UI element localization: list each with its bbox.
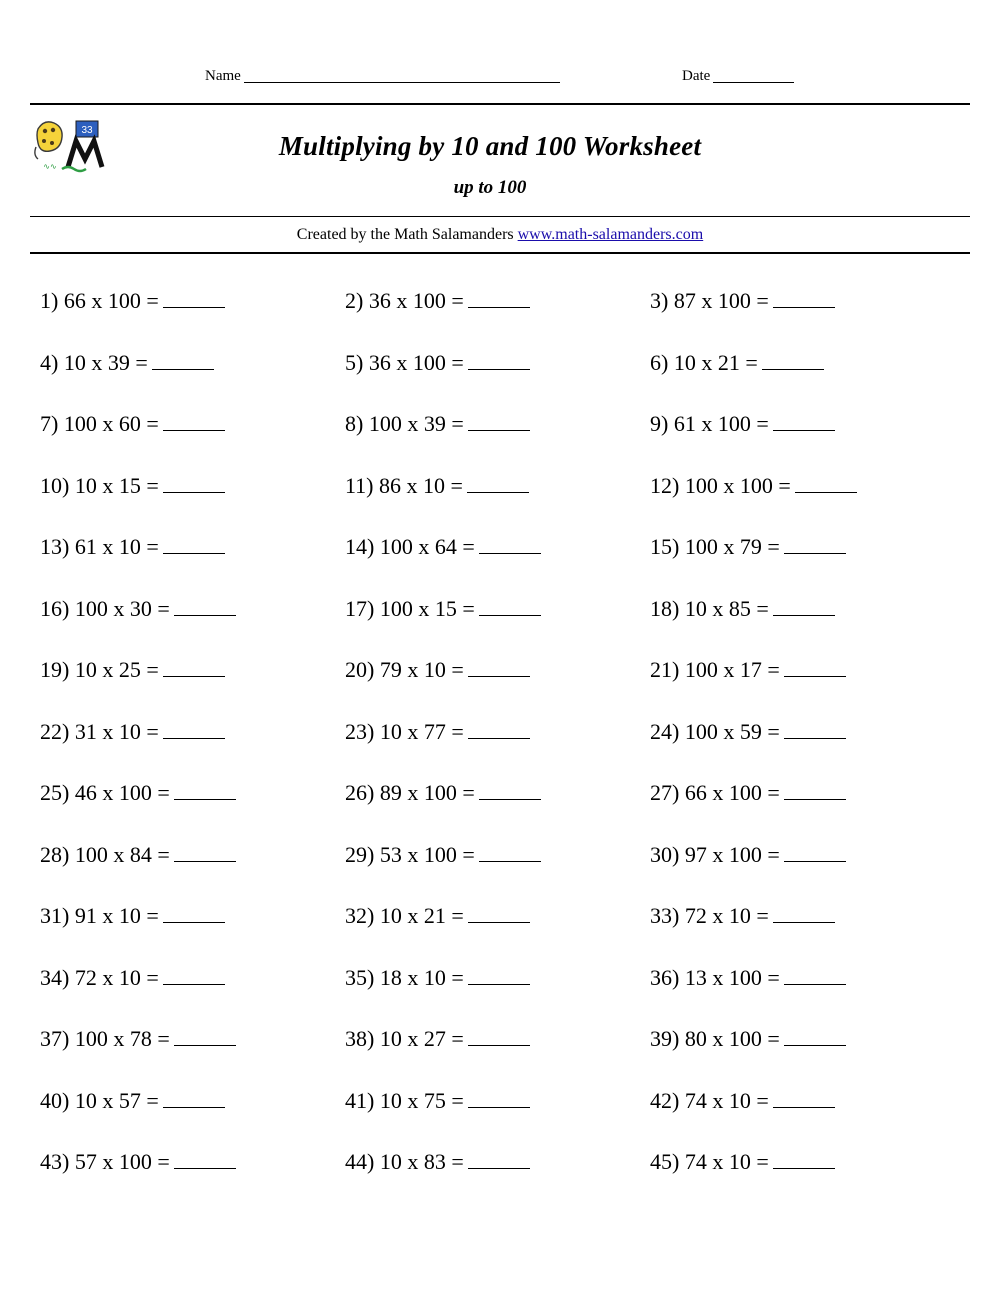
question-number: 35) [345, 964, 375, 990]
question-number: 28) [40, 841, 70, 867]
question-number: 27) [650, 780, 680, 805]
question-number: 16) [40, 595, 70, 621]
question-item [345, 782, 650, 804]
answer-blank[interactable] [163, 478, 225, 493]
question-row [40, 905, 960, 967]
answer-blank[interactable] [784, 785, 846, 800]
answer-blank[interactable] [468, 355, 530, 370]
question-expression: 79 x 10 = [379, 657, 464, 682]
question-row [40, 472, 960, 537]
divider-bottom [30, 252, 970, 254]
answer-blank[interactable] [773, 293, 835, 308]
question-item [40, 905, 345, 927]
answer-blank[interactable] [163, 724, 225, 739]
question-number: 43) [40, 1149, 70, 1174]
question-item [40, 964, 345, 990]
answer-blank[interactable] [784, 724, 846, 739]
question-expression: 13 x 100 = [684, 964, 780, 990]
question-number: 4) [40, 349, 59, 375]
question-expression: 10 x 39 = [63, 349, 148, 375]
question-row [40, 841, 960, 906]
question-number: 29) [345, 841, 375, 867]
question-number: 1) [40, 288, 59, 313]
question-expression: 10 x 21 = [379, 903, 464, 928]
question-expression: 10 x 57 = [74, 1087, 159, 1113]
credit-text: Created by the Math Salamanders [296, 226, 518, 243]
question-item [345, 964, 650, 990]
question-number: 24) [650, 718, 680, 744]
answer-blank[interactable] [773, 1154, 835, 1169]
question-row [40, 1151, 960, 1213]
question-expression: 100 x 17 = [684, 657, 780, 682]
question-number: 44) [345, 1149, 375, 1174]
question-item [650, 905, 960, 927]
answer-blank[interactable] [479, 539, 541, 554]
credit-link[interactable]: www.math-salamanders.com [517, 226, 704, 243]
question-expression: 46 x 100 = [74, 780, 170, 805]
question-expression: 100 x 30 = [74, 595, 170, 621]
question-item [650, 536, 960, 558]
answer-blank[interactable] [479, 785, 541, 800]
answer-blank[interactable] [784, 970, 846, 985]
question-item [650, 659, 960, 681]
question-expression: 97 x 100 = [684, 841, 780, 867]
question-expression: 100 x 59 = [684, 718, 780, 744]
question-expression: 18 x 10 = [379, 964, 464, 990]
question-number: 5) [345, 349, 364, 375]
page-title: Multiplying by 10 and 100 Worksheet [278, 131, 702, 161]
name-date-row [0, 62, 1000, 90]
question-item [345, 659, 650, 681]
answer-blank[interactable] [163, 416, 225, 431]
answer-blank[interactable] [784, 662, 846, 677]
question-item [40, 349, 345, 375]
question-row [40, 1087, 960, 1152]
question-number: 32) [345, 903, 375, 928]
question-item [650, 964, 960, 990]
question-number: 26) [345, 780, 375, 805]
math-salamanders-logo [32, 117, 110, 173]
question-row [40, 536, 960, 598]
question-item [40, 290, 345, 312]
answer-blank[interactable] [174, 1154, 236, 1169]
answer-blank[interactable] [784, 539, 846, 554]
question-item [40, 782, 345, 804]
question-number: 39) [650, 1026, 680, 1051]
question-number: 6) [650, 349, 669, 375]
question-expression: 61 x 10 = [74, 534, 159, 559]
answer-blank[interactable] [784, 1031, 846, 1046]
question-expression: 100 x 100 = [684, 472, 791, 498]
question-expression: 36 x 100 = [368, 288, 464, 313]
answer-blank[interactable] [174, 601, 236, 616]
answer-blank[interactable] [773, 1093, 835, 1108]
question-number: 9) [650, 411, 669, 436]
date-label: Date [682, 68, 711, 84]
question-number: 36) [650, 964, 680, 990]
question-item [650, 782, 960, 804]
answer-blank[interactable] [163, 908, 225, 923]
answer-blank[interactable] [773, 908, 835, 923]
question-item [40, 1151, 345, 1173]
question-item [40, 472, 345, 498]
question-expression: 100 x 64 = [379, 534, 475, 559]
question-expression: 66 x 100 = [684, 780, 780, 805]
question-number: 7) [40, 411, 59, 436]
question-item [345, 1087, 650, 1113]
question-item [345, 595, 650, 621]
question-item [345, 349, 650, 375]
question-row [40, 964, 960, 1029]
question-expression: 100 x 78 = [74, 1026, 170, 1051]
answer-blank[interactable] [773, 601, 835, 616]
question-number: 8) [345, 411, 364, 436]
question-expression: 10 x 27 = [379, 1026, 464, 1051]
answer-blank[interactable] [163, 293, 225, 308]
question-number: 41) [345, 1087, 375, 1113]
question-expression: 10 x 21 = [673, 349, 758, 375]
question-item [345, 472, 650, 498]
answer-blank[interactable] [773, 416, 835, 431]
answer-blank[interactable] [479, 847, 541, 862]
question-item [650, 1028, 960, 1050]
question-item [40, 536, 345, 558]
question-number: 34) [40, 964, 70, 990]
question-expression: 100 x 60 = [63, 411, 159, 436]
question-number: 18) [650, 595, 680, 621]
question-item [40, 413, 345, 435]
question-item [345, 290, 650, 312]
question-row [40, 659, 960, 721]
answer-blank[interactable] [468, 416, 530, 431]
question-expression: 80 x 100 = [684, 1026, 780, 1051]
divider-middle [30, 216, 970, 217]
answer-blank[interactable] [479, 601, 541, 616]
question-expression: 10 x 25 = [74, 657, 159, 682]
question-number: 33) [650, 903, 680, 928]
answer-blank[interactable] [468, 1031, 530, 1046]
question-item [40, 1028, 345, 1050]
question-item [345, 1151, 650, 1173]
question-expression: 100 x 79 = [684, 534, 780, 559]
answer-blank[interactable] [467, 478, 529, 493]
question-row [40, 782, 960, 844]
answer-blank[interactable] [174, 847, 236, 862]
question-number: 30) [650, 841, 680, 867]
question-item [650, 413, 960, 435]
question-expression: 74 x 10 = [684, 1149, 769, 1174]
question-item [345, 905, 650, 927]
answer-blank[interactable] [468, 1093, 530, 1108]
question-number: 3) [650, 288, 669, 313]
answer-blank[interactable] [468, 970, 530, 985]
question-number: 42) [650, 1087, 680, 1113]
question-expression: 87 x 100 = [673, 288, 769, 313]
answer-blank[interactable] [152, 355, 214, 370]
name-input-line[interactable] [244, 82, 560, 83]
question-number: 31) [40, 903, 70, 928]
question-row [40, 290, 960, 352]
question-item [345, 536, 650, 558]
credit-line [0, 226, 1000, 244]
question-expression: 91 x 10 = [74, 903, 159, 928]
question-row [40, 349, 960, 414]
answer-blank[interactable] [468, 724, 530, 739]
question-expression: 86 x 10 = [379, 472, 463, 498]
question-item [650, 1087, 960, 1113]
question-expression: 100 x 39 = [368, 411, 464, 436]
answer-blank[interactable] [468, 1154, 530, 1169]
answer-blank[interactable] [795, 478, 857, 493]
question-expression: 10 x 75 = [379, 1087, 464, 1113]
question-number: 17) [345, 595, 375, 621]
question-expression: 72 x 10 = [684, 903, 769, 928]
questions-grid [40, 290, 960, 1213]
question-expression: 10 x 83 = [379, 1149, 464, 1174]
question-number: 23) [345, 718, 375, 744]
question-item [345, 413, 650, 435]
page-subtitle: up to 100 [453, 177, 527, 198]
answer-blank[interactable] [468, 293, 530, 308]
question-item [345, 718, 650, 744]
question-expression: 100 x 15 = [379, 595, 475, 621]
question-number: 40) [40, 1087, 70, 1113]
question-item [40, 1087, 345, 1113]
question-item [40, 595, 345, 621]
question-item [650, 718, 960, 744]
answer-blank[interactable] [163, 970, 225, 985]
answer-blank[interactable] [163, 1093, 225, 1108]
question-number: 20) [345, 657, 375, 682]
question-item [345, 841, 650, 867]
answer-blank[interactable] [762, 355, 824, 370]
question-expression: 53 x 100 = [379, 841, 475, 867]
question-expression: 36 x 100 = [368, 349, 464, 375]
question-number: 19) [40, 657, 70, 682]
answer-blank[interactable] [163, 662, 225, 677]
question-number: 25) [40, 780, 70, 805]
answer-blank[interactable] [174, 785, 236, 800]
question-item [650, 349, 960, 375]
question-number: 22) [40, 718, 70, 744]
answer-blank[interactable] [468, 662, 530, 677]
question-item [650, 841, 960, 867]
answer-blank[interactable] [784, 847, 846, 862]
question-number: 10) [40, 472, 70, 498]
question-expression: 89 x 100 = [379, 780, 475, 805]
question-item [650, 472, 960, 498]
question-expression: 57 x 100 = [74, 1149, 170, 1174]
question-number: 21) [650, 657, 680, 682]
question-number: 12) [650, 472, 680, 498]
question-row [40, 718, 960, 783]
question-expression: 31 x 10 = [74, 718, 159, 744]
question-item [650, 595, 960, 621]
question-number: 11) [345, 472, 374, 498]
question-expression: 61 x 100 = [673, 411, 769, 436]
question-number: 37) [40, 1026, 70, 1051]
question-row [40, 595, 960, 660]
date-input-line[interactable] [713, 82, 794, 83]
answer-blank[interactable] [174, 1031, 236, 1046]
question-item [650, 1151, 960, 1173]
question-item [40, 659, 345, 681]
answer-blank[interactable] [468, 908, 530, 923]
name-label: Name [205, 68, 241, 84]
answer-blank[interactable] [163, 539, 225, 554]
question-expression: 100 x 84 = [74, 841, 170, 867]
question-number: 13) [40, 534, 70, 559]
question-expression: 74 x 10 = [684, 1087, 769, 1113]
question-expression: 66 x 100 = [63, 288, 159, 313]
question-number: 14) [345, 534, 375, 559]
question-item [650, 290, 960, 312]
question-number: 45) [650, 1149, 680, 1174]
question-number: 2) [345, 288, 364, 313]
question-item [40, 841, 345, 867]
question-expression: 10 x 77 = [379, 718, 464, 744]
divider-top [30, 103, 970, 105]
question-item [345, 1028, 650, 1050]
question-number: 15) [650, 534, 680, 559]
question-number: 38) [345, 1026, 375, 1051]
question-row [40, 413, 960, 475]
question-item [40, 718, 345, 744]
svg-text:∿∿: ∿∿ [43, 162, 57, 171]
question-expression: 72 x 10 = [74, 964, 159, 990]
svg-text:33: 33 [81, 125, 93, 136]
question-expression: 10 x 15 = [74, 472, 159, 498]
question-expression: 10 x 85 = [684, 595, 769, 621]
question-row [40, 1028, 960, 1090]
